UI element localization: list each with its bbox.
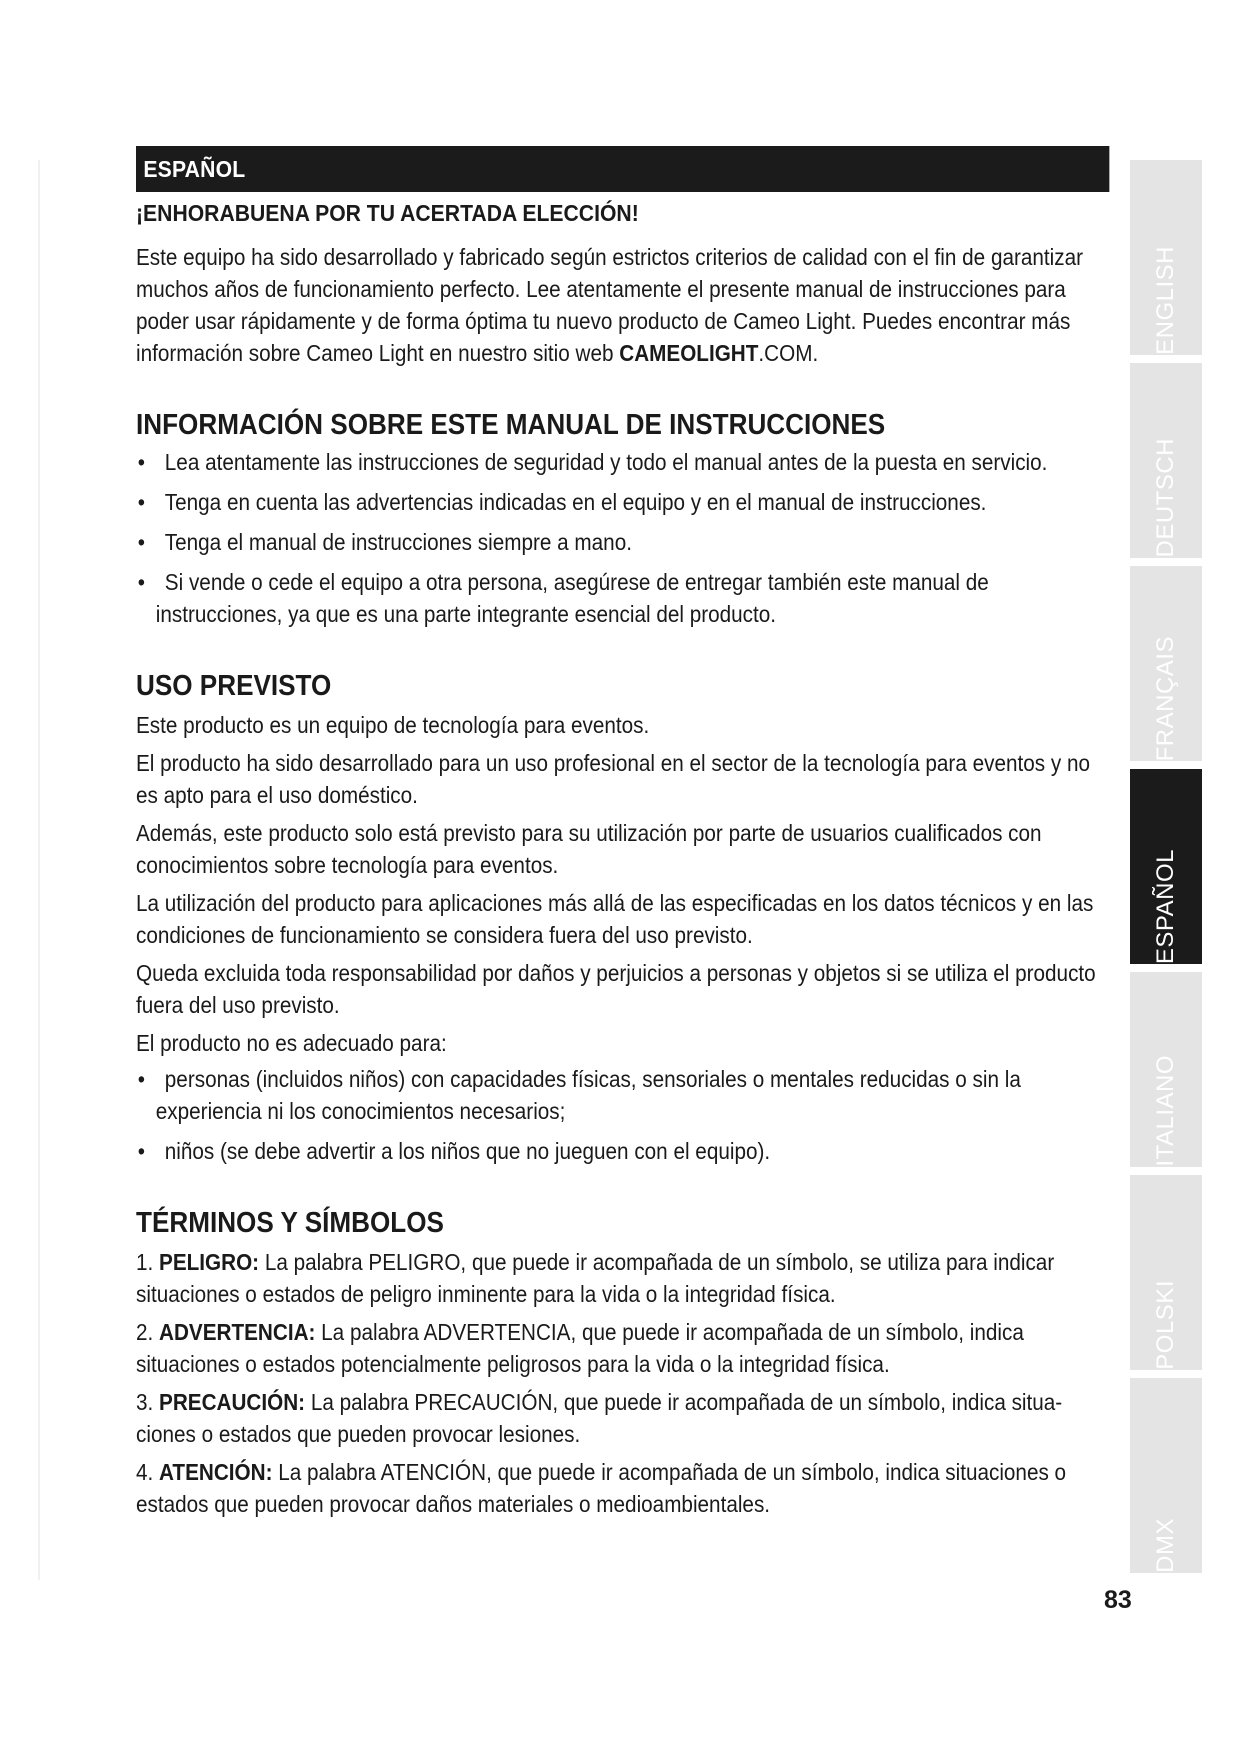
section-title-intended-use: USO PREVISTO	[136, 670, 332, 702]
list-item: • personas (incluidos niños) con capacidades físicas, sensoriales o mentales reducidas o sin la experiencia ni los conocimientos necesarios;	[136, 1063, 1101, 1127]
bullet-icon: •	[137, 569, 146, 595]
page-edge-rule	[38, 160, 40, 1580]
list-item: • Lea atentamente las instrucciones de seguridad y todo el manual antes de la puesta en servicio.	[136, 446, 1101, 478]
intended-use-paragraph: Este producto es un equipo de tecnología para eventos.	[136, 712, 650, 738]
bullet-icon: •	[137, 489, 146, 515]
tab-english[interactable]: ENGLISH	[1130, 160, 1202, 355]
tab-francais[interactable]: FRANÇAIS	[1130, 566, 1202, 761]
list-item: • Tenga en cuenta las advertencias indicadas en el equipo y en el manual de instrucciones.	[136, 486, 1101, 518]
not-suitable-list	[136, 1063, 1102, 1167]
page-number: 83	[1104, 1586, 1132, 1614]
term-label: ADVERTENCIA:	[159, 1319, 316, 1345]
section-title-manual-info: INFORMACIÓN SOBRE ESTE MANUAL DE INSTRUCCIONES	[136, 409, 886, 441]
intro-paragraph	[136, 241, 1103, 369]
bullet-icon: •	[137, 1066, 146, 1092]
language-header-bar: ESPAÑOL	[136, 146, 1109, 192]
intended-use-paragraph: El producto no es adecuado para:	[136, 1030, 447, 1056]
term-label: ATENCIÓN:	[159, 1459, 273, 1485]
term-label: PELIGRO:	[159, 1249, 260, 1275]
tab-dmx[interactable]: DMX	[1130, 1378, 1202, 1573]
manual-info-list	[136, 446, 1102, 630]
website-suffix: .COM.	[758, 340, 819, 366]
bullet-icon: •	[137, 1138, 146, 1164]
term-item: 3. PRECAUCIÓN: La palabra PRECAUCIÓN, que puede ir acompañada de un símbolo, indica situaciones o estados que pueden provocar lesiones.	[136, 1389, 1063, 1447]
congratulations-subtitle: ¡ENHORABUENA POR TU ACERTADA ELECCIÓN!	[136, 200, 639, 226]
intended-use-paragraph: La utilización del producto para aplicaciones más allá de las especificadas en los datos técnicos y en las condiciones de funcionamiento se considera fuera del uso previsto.	[136, 890, 1094, 948]
tab-deutsch[interactable]: DEUTSCH	[1130, 363, 1202, 558]
intended-use-paragraph: El producto ha sido desarrollado para un uso profesional en el sector de la tecnología para eventos y no es apto para el uso doméstico.	[136, 750, 1090, 808]
website-name: CAMEOLIGHT	[619, 340, 759, 366]
tab-italiano[interactable]: ITALIANO	[1130, 972, 1202, 1167]
term-item: 4. ATENCIÓN: La palabra ATENCIÓN, que puede ir acompañada de un símbolo, indica situaciones o estados que pueden provocar daños materiales o medioambientales.	[136, 1459, 1067, 1517]
page-content	[136, 146, 1102, 1520]
intended-use-paragraph: Queda excluida toda responsabilidad por daños y perjuicios a personas y objetos si se utiliza el producto fuera del uso previsto.	[136, 960, 1096, 1018]
term-item: 2. ADVERTENCIA: La palabra ADVERTENCIA, que puede ir acompañada de un símbolo, indica situaciones o estados potencialmente peligrosos para la vida o la integridad física.	[136, 1319, 1024, 1377]
bullet-icon: •	[137, 449, 146, 475]
term-label: PRECAUCIÓN:	[159, 1389, 306, 1415]
tab-espanol[interactable]: ESPAÑOL	[1130, 769, 1202, 964]
bullet-icon: •	[137, 529, 146, 555]
tab-polski[interactable]: POLSKI	[1130, 1175, 1202, 1370]
section-title-terms-symbols: TÉRMINOS Y SÍMBOLOS	[136, 1207, 444, 1239]
intro-text: Este equipo ha sido desarrollado y fabricado según estrictos criterios de calidad con el fin de garantizar muchos años de funcionamiento perfecto. Lee atentamente el presente manual de instrucciones para poder usar rápidamente y de forma óptima tu nuevo producto de Cameo Light. Puedes encontrar más información sobre Cameo Light en nuestro sitio web	[136, 244, 1083, 366]
intended-use-paragraph: Además, este producto solo está previsto para su utilización por parte de usuarios cualificados con conocimientos sobre tecnología para eventos.	[136, 820, 1042, 878]
term-item: 1. PELIGRO: La palabra PELIGRO, que puede ir acompañada de un símbolo, se utiliza para indicar situaciones o estados de peligro inminente para la vida o la integridad física.	[136, 1249, 1055, 1307]
list-item: • Si vende o cede el equipo a otra persona, asegúrese de entregar también este manual de instrucciones, ya que es una parte integrante esencial del producto.	[136, 566, 1101, 630]
list-item: • Tenga el manual de instrucciones siempre a mano.	[136, 526, 1101, 558]
list-item: • niños (se debe advertir a los niños que no jueguen con el equipo).	[136, 1135, 1101, 1167]
